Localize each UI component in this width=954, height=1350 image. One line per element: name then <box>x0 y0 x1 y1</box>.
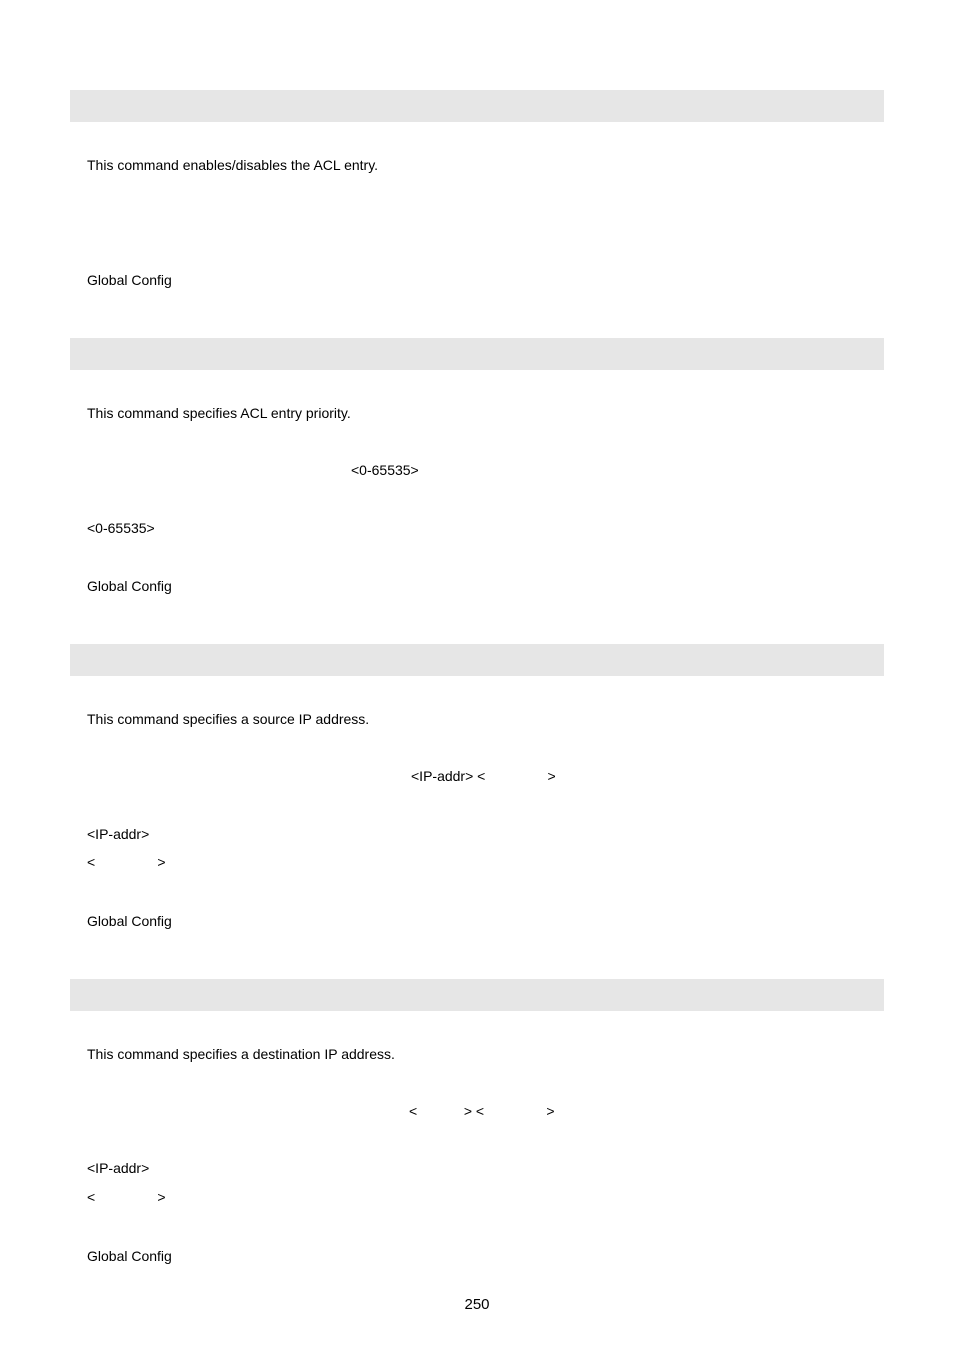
section-1-mode: Global Config <box>87 272 172 288</box>
section-4-mode: Global Config <box>87 1248 172 1264</box>
section-4-param-2: < > <box>87 1189 166 1205</box>
section-2-description: This command specifies ACL entry priority. <box>87 405 351 421</box>
section-2-mode: Global Config <box>87 578 172 594</box>
section-4-param-1: <IP-addr> <box>87 1160 150 1176</box>
section-4-description: This command specifies a destination IP address. <box>87 1046 395 1062</box>
section-2-syntax: <0-65535> <box>351 462 419 478</box>
section-4-header-bar <box>70 979 884 1011</box>
page-number: 250 <box>464 1296 490 1313</box>
section-2-param-1: <0-65535> <box>87 520 155 536</box>
section-2-header-bar <box>70 338 884 370</box>
section-3-description: This command specifies a source IP address. <box>87 711 370 727</box>
section-1-header-bar <box>70 90 884 122</box>
section-3-mode: Global Config <box>87 913 172 929</box>
section-1-description: This command enables/disables the ACL entry. <box>87 157 379 173</box>
section-3-param-1: <IP-addr> <box>87 826 150 842</box>
section-4-syntax: < > < > <box>409 1103 555 1119</box>
section-3-syntax: <IP-addr> < > <box>411 768 556 784</box>
section-3-param-2: < > <box>87 854 166 870</box>
section-3-header-bar <box>70 644 884 676</box>
